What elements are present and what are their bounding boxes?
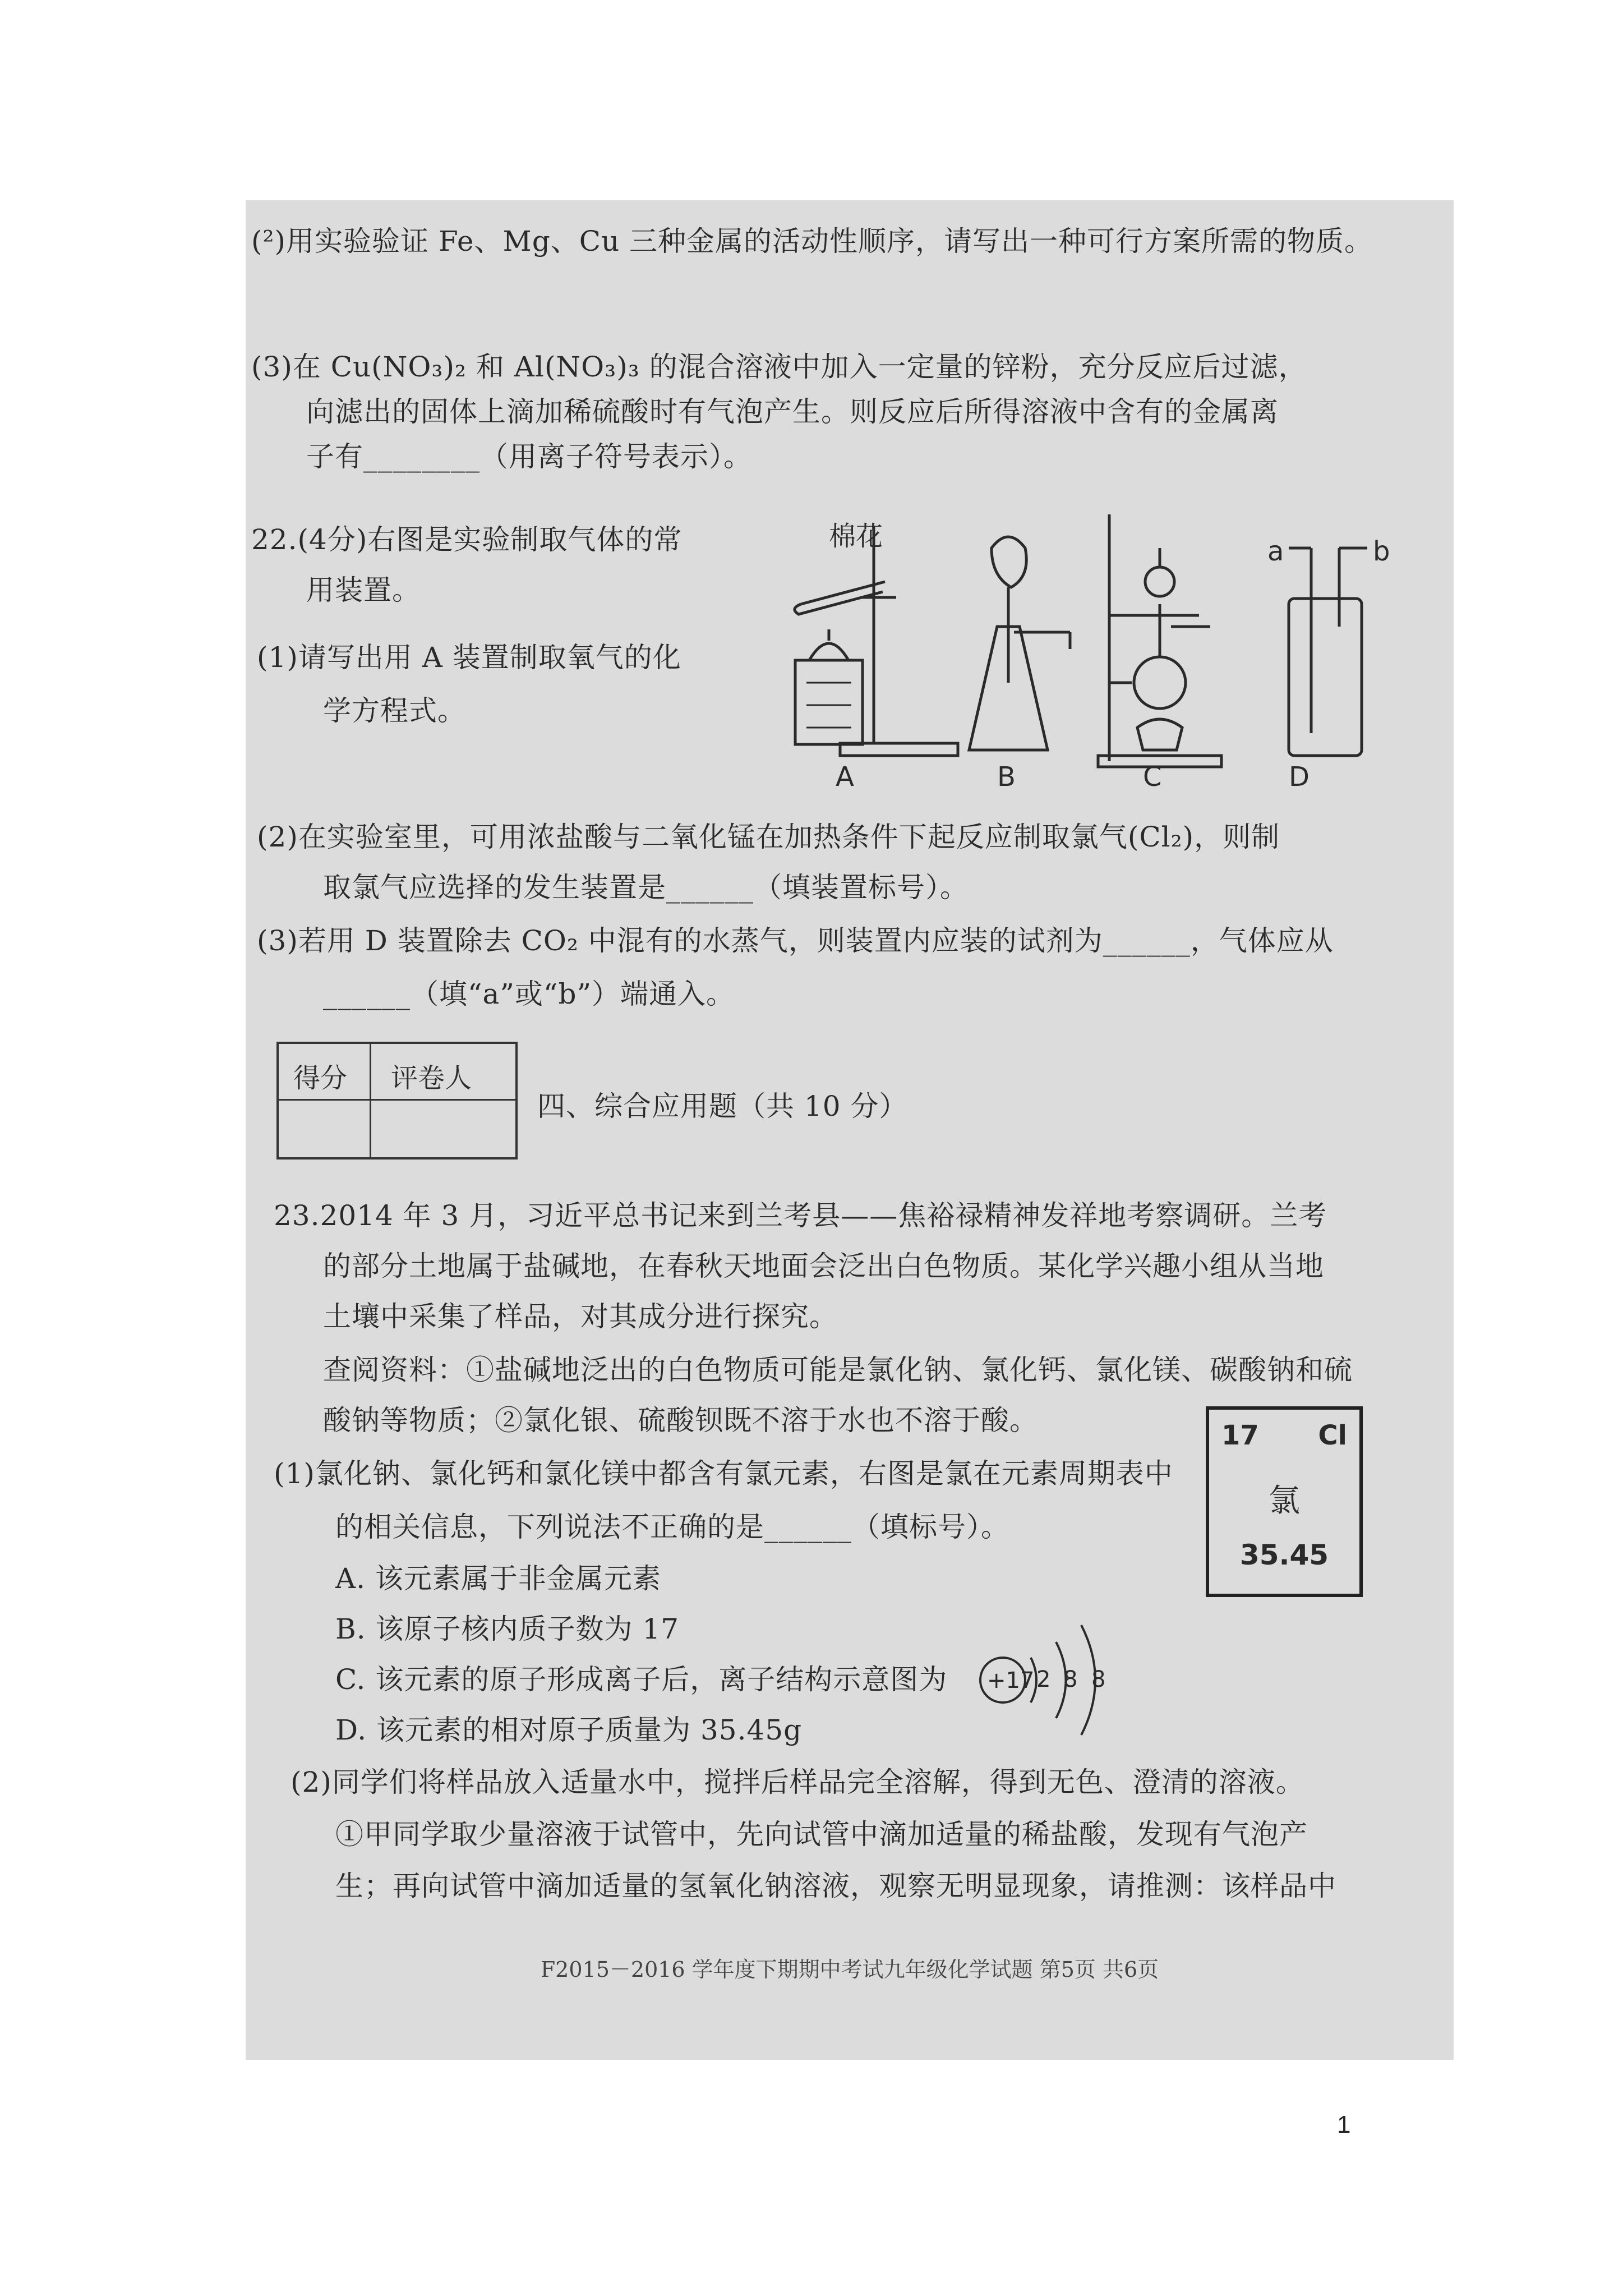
atomic-mass: 35.45 [1239, 1539, 1329, 1571]
question-21-2-text: (²)用实验验证 Fe、Mg、Cu 三种金属的活动性顺序，请写出一种可行方案所需的物质。 [251, 225, 1373, 257]
question-22-heading: 22.(4分)右图是实验制取气体的常 [251, 523, 683, 556]
apparatus-c [1098, 514, 1221, 767]
port-b-label: b [1373, 536, 1390, 567]
question-22-2-text: (2)在实验室里，可用浓盐酸与二氧化锰在加热条件下起反应制取氯气(Cl₂)，则制 [257, 821, 1280, 853]
question-23-2-sub1: ①甲同学取少量溶液于试管中，先向试管中滴加适量的稀盐酸，发现有气泡产 [335, 1818, 1308, 1851]
option-a: A. 该元素属于非金属元素 [335, 1562, 661, 1595]
ion-shell-1: 2 [1036, 1667, 1051, 1692]
question-23-1-text: (1)氯化钠、氯化钙和氯化镁中都含有氯元素，右图是氯在元素周期表中 [274, 1457, 1173, 1490]
cotton-label: 棉花 [829, 521, 883, 552]
question-23-text-cont2: 土壤中采集了样品，对其成分进行探究。 [323, 1300, 838, 1333]
score-header: 得分 [293, 1062, 348, 1094]
option-b: B. 该原子核内质子数为 17 [335, 1613, 680, 1645]
apparatus-a [795, 526, 958, 756]
apparatus-d-label: D [1289, 761, 1310, 793]
apparatus-d [1289, 548, 1367, 756]
question-22-3-text: (3)若用 D 装置除去 CO₂ 中混有的水蒸气，则装置内应装的试剂为______，气体应从 [257, 924, 1334, 957]
scanned-exam-photo [246, 200, 1454, 2060]
page-number: 1 [1337, 2111, 1351, 2138]
question-23-text: 23.2014 年 3 月，习近平总书记来到兰考县——焦裕禄精神发祥地考察调研。兰考 [274, 1199, 1327, 1232]
question-22-3-text-cont: ______（填“a”或“b”）端通入。 [323, 978, 735, 1010]
page-footer: F2015－2016 学年度下期期中考试九年级化学试题 第5页 共6页 [540, 1957, 1159, 1982]
ion-nucleus-charge: +17 [987, 1668, 1035, 1694]
question-22-2-text-cont: 取氯气应选择的发生装置是______（填装置标号）。 [323, 871, 969, 904]
option-c: C. 该元素的原子形成离子后，离子结构示意图为 [335, 1663, 948, 1696]
lab-apparatus-diagram [784, 514, 1412, 829]
apparatus-b [969, 537, 1070, 750]
ion-shell-2: 8 [1063, 1667, 1078, 1692]
question-23-2-text: (2)同学们将样品放入适量水中，搅拌后样品完全溶解，得到无色、澄清的溶液。 [291, 1766, 1304, 1798]
question-22-1-text-cont: 学方程式。 [323, 694, 466, 727]
score-table [276, 1042, 518, 1159]
ion-shell-3: 8 [1091, 1667, 1106, 1692]
option-d: D. 该元素的相对原子质量为 35.45g [335, 1714, 803, 1746]
section-4-heading: 四、综合应用题（共 10 分） [537, 1090, 908, 1122]
element-symbol: Cl [1318, 1420, 1347, 1451]
question-21-3-text-cont: 向滤出的固体上滴加稀硫酸时有气泡产生。则反应后所得溶液中含有的金属离 [306, 395, 1279, 428]
atomic-number: 17 [1221, 1420, 1259, 1451]
question-23-2-sub1-cont: 生；再向试管中滴加适量的氢氧化钠溶液，观察无明显现象，请推测：该样品中 [335, 1870, 1336, 1902]
element-name: 氯 [1269, 1483, 1300, 1519]
ion-structure-diagram [958, 1591, 1171, 1760]
question-21-3-blank-line: 子有________（用离子符号表示）。 [306, 440, 752, 473]
grader-header: 评卷人 [391, 1062, 472, 1094]
chlorine-periodic-table-cell [1206, 1406, 1363, 1597]
port-a-label: a [1267, 536, 1284, 567]
apparatus-a-label: A [836, 761, 854, 793]
question-23-text-cont1: 的部分土地属于盐碱地，在春秋天地面会泛出白色物质。某化学兴趣小组从当地 [323, 1250, 1324, 1282]
reference-material-text: 查阅资料：①盐碱地泛出的白色物质可能是氯化钠、氯化钙、氯化镁、碳酸钠和硫 [323, 1354, 1353, 1386]
question-23-1-text-cont: 的相关信息，下列说法不正确的是______（填标号）。 [335, 1511, 1009, 1543]
question-21-3-text: (3)在 Cu(NO₃)₂ 和 Al(NO₃)₃ 的混合溶液中加入一定量的锌粉，充分反应后过滤， [251, 351, 1307, 383]
apparatus-b-label: B [997, 761, 1016, 793]
reference-material-text-cont: 酸钠等物质；②氯化银、硫酸钡既不溶于水也不溶于酸。 [323, 1404, 1038, 1437]
question-22-heading-cont: 用装置。 [306, 574, 421, 606]
apparatus-c-label: C [1143, 761, 1162, 793]
question-22-1-text: (1)请写出用 A 装置制取氧气的化 [257, 641, 681, 674]
